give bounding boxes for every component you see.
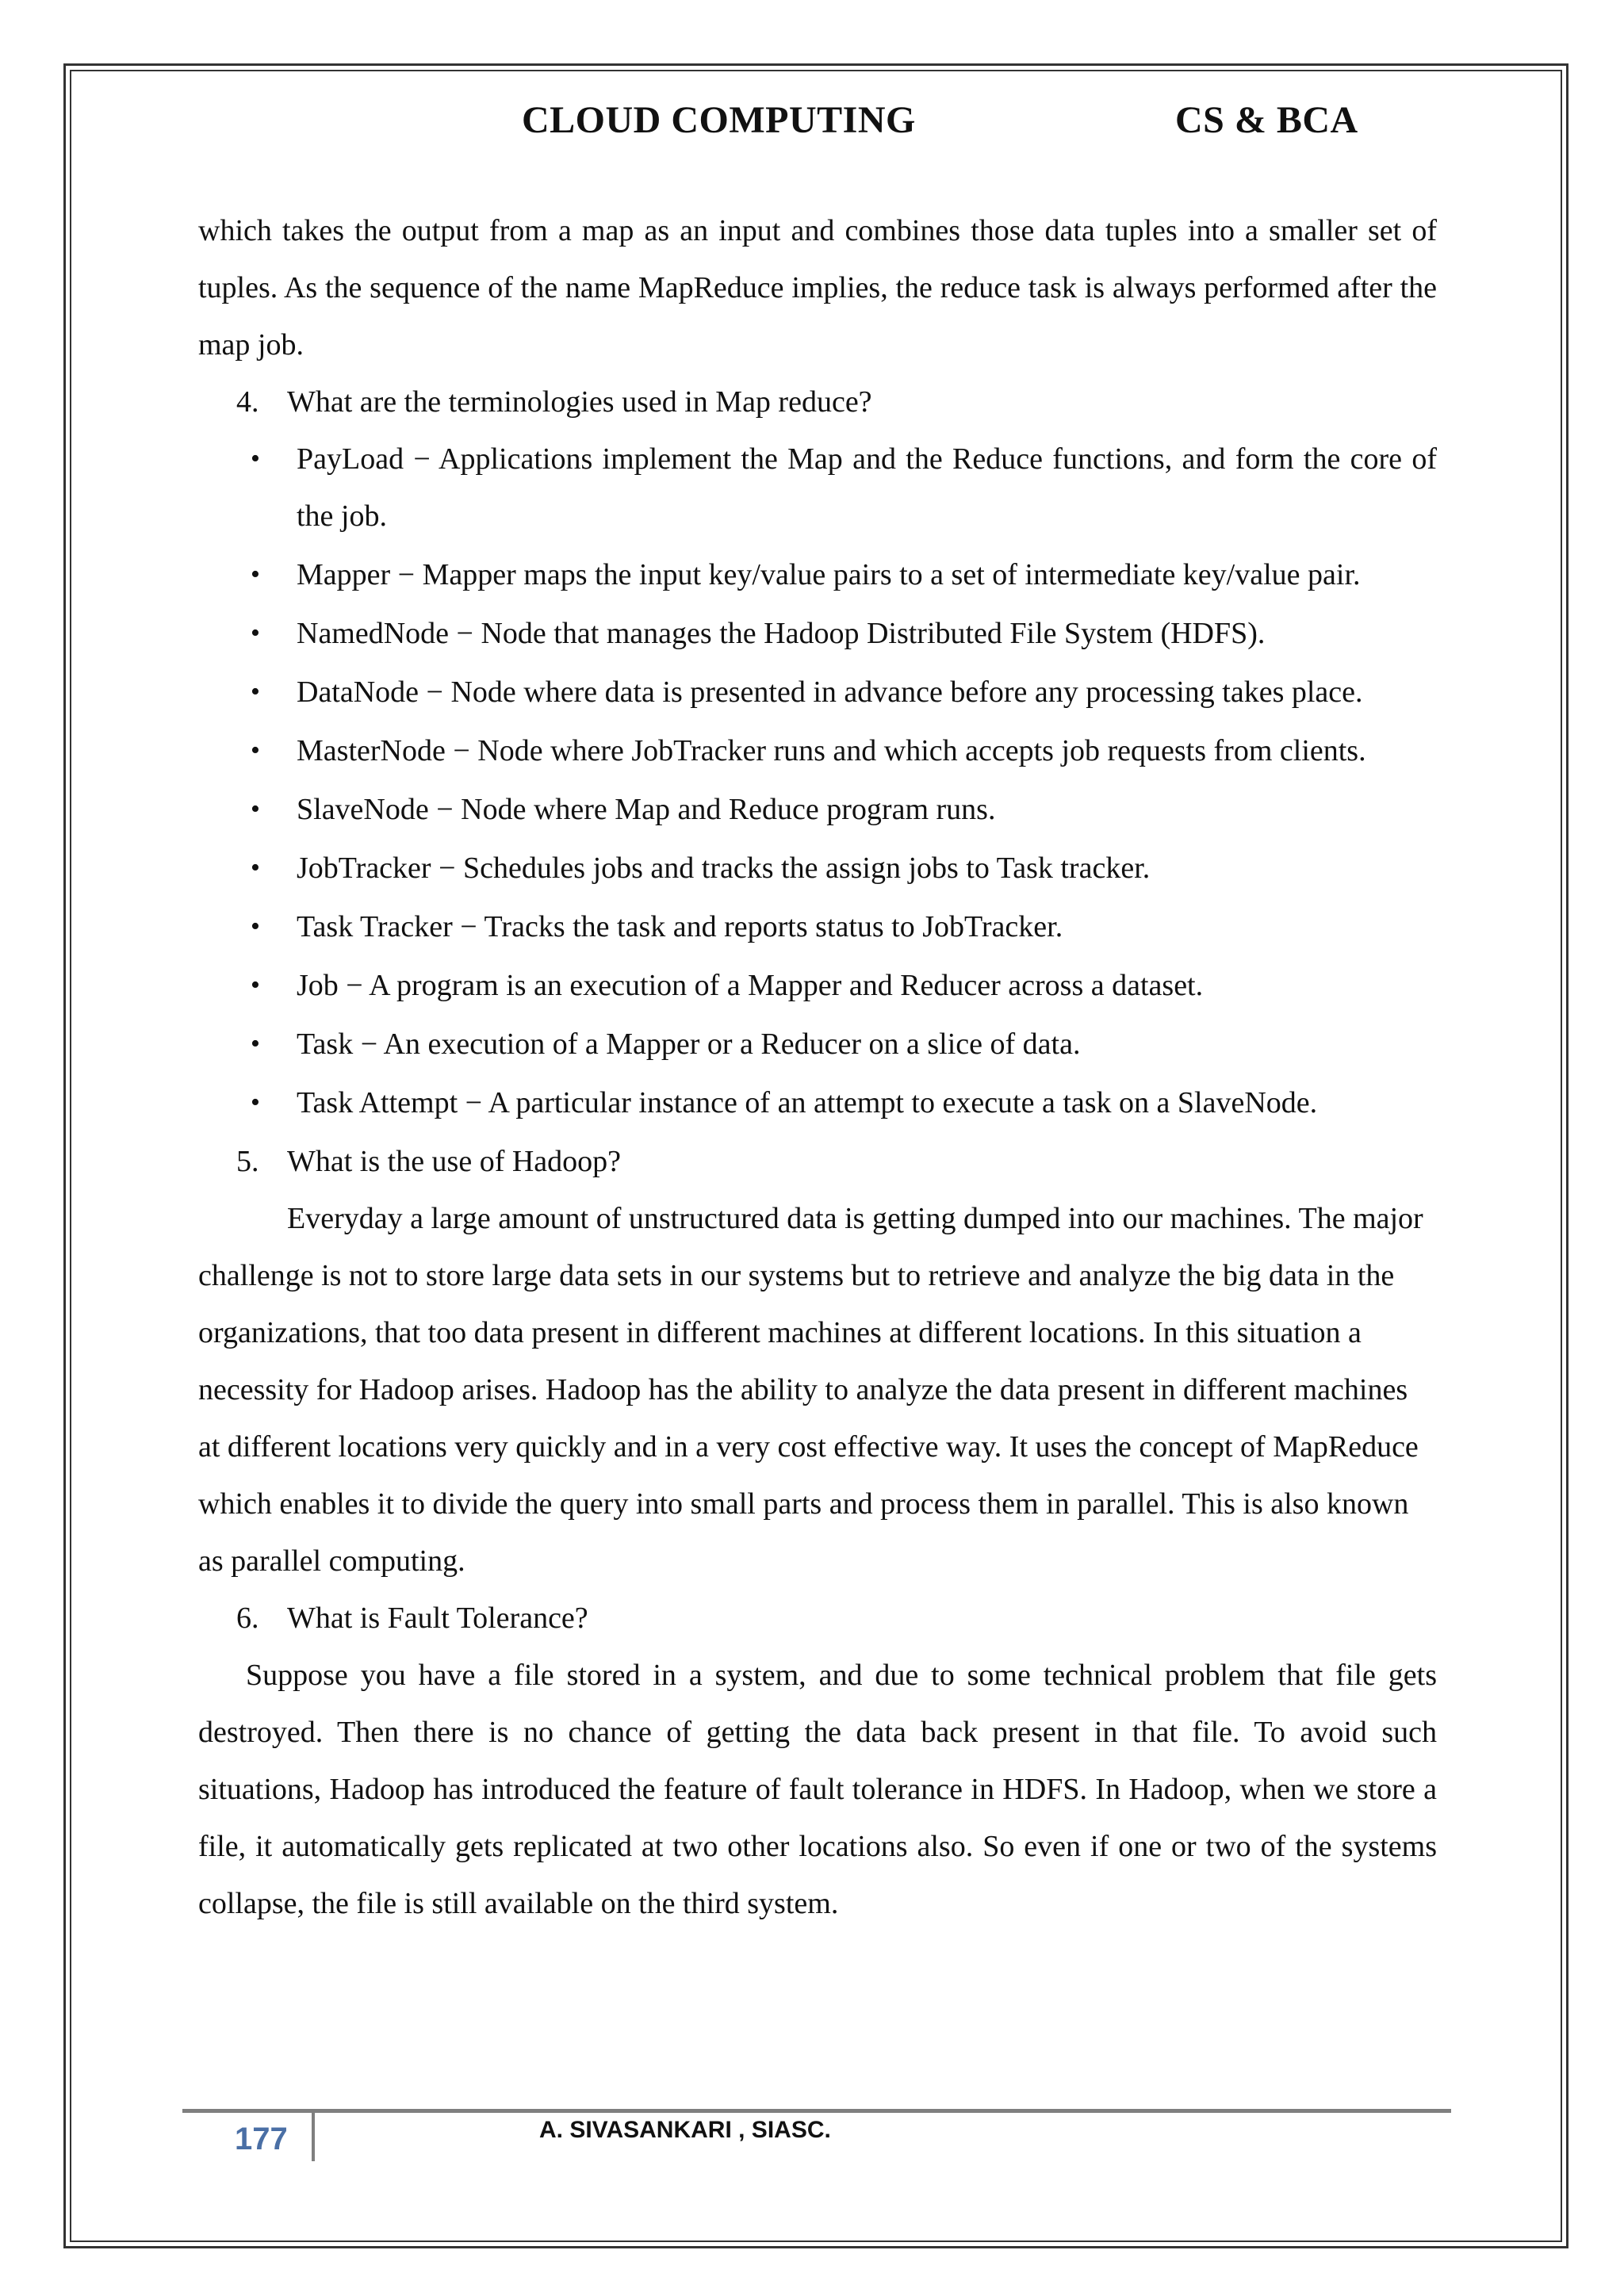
bullet-icon: • — [251, 1029, 260, 1058]
footer-page-separator — [312, 2112, 315, 2161]
question-4-number: 4. — [236, 385, 259, 419]
list-item — [198, 781, 1437, 838]
list-item-text: Task Attempt − A particular instance of an attempt to execute a task on a SlaveNode. — [297, 1086, 1318, 1119]
list-item-text: JobTracker − Schedules jobs and tracks the assign jobs to Task tracker. — [297, 851, 1151, 885]
bullet-icon: • — [251, 618, 260, 648]
list-item-text: SlaveNode − Node where Map and Reduce program runs. — [297, 793, 996, 826]
intro-paragraph: which takes the output from a map as an input and combines those data tuples into a smaller set of tuples. As the sequence of the name MapReduce implies, the reduce task is always performed after the map job. — [198, 214, 1437, 362]
bullet-icon: • — [251, 794, 260, 824]
question-6-number: 6. — [236, 1601, 259, 1635]
bullet-icon: • — [251, 677, 260, 706]
list-item-text: Task Tracker − Tracks the task and reports status to JobTracker. — [297, 910, 1063, 943]
list-item — [198, 898, 1437, 955]
question-5 — [198, 1133, 1437, 1190]
question-6-text: What is Fault Tolerance? — [287, 1601, 588, 1635]
list-item — [198, 957, 1437, 1014]
list-item — [198, 664, 1437, 721]
question-6 — [198, 1590, 1437, 1647]
terminology-list — [198, 430, 1437, 1131]
header-subject-title: CLOUD COMPUTING — [522, 99, 916, 141]
bullet-icon: • — [251, 912, 260, 941]
page-content — [198, 202, 1437, 1932]
bullet-icon: • — [251, 970, 260, 1000]
answer-5-paragraph: Everyday a large amount of unstructured data is getting dumped into our machines. The major challenge is not to store large data sets in our systems but to retrieve and analyze the big data in the organizations, that too data present in different machines at different locations. In this situation a necessity for Hadoop arises. Hadoop has the ability to analyze the data present in different machines at different locations very quickly and in a very cost effective way. It uses the concept of MapReduce which enables it to divide the query into small parts and process them in parallel. This is also known as parallel computing. — [198, 1202, 1423, 1578]
footer-divider — [182, 2109, 1451, 2113]
list-item — [198, 430, 1437, 545]
list-item-text: NamedNode − Node that manages the Hadoop Distributed File System (HDFS). — [297, 617, 1266, 650]
list-item — [198, 1074, 1437, 1131]
page-number: 177 — [235, 2122, 288, 2156]
list-item-text: Task − An execution of a Mapper or a Reducer on a slice of data. — [297, 1027, 1081, 1061]
bullet-icon: • — [251, 444, 260, 473]
question-4 — [198, 373, 1437, 430]
header-course-title: CS & BCA — [1175, 99, 1358, 141]
list-item-text: MasterNode − Node where JobTracker runs and which accepts job requests from clients. — [297, 734, 1366, 767]
bullet-icon: • — [251, 853, 260, 882]
list-item — [198, 840, 1437, 897]
question-5-number: 5. — [236, 1145, 259, 1178]
question-4-text: What are the terminologies used in Map reduce? — [287, 385, 872, 419]
list-item-text: Job − A program is an execution of a Mapper and Reducer across a dataset. — [297, 969, 1204, 1002]
answer-6-paragraph: Suppose you have a file stored in a system, and due to some technical problem that file gets destroyed. Then there is no chance of getting the data back present in that file. To avoid such situations, Hadoop has introduced the feature of fault tolerance in HDFS. In Hadoop, when we store a file, it automatically gets replicated at two other locations also. So even if one or two of the systems collapse, the file is still available on the third system. — [198, 1659, 1437, 1920]
list-item — [198, 1016, 1437, 1073]
list-item-text: PayLoad − Applications implement the Map and the Reduce functions, and form the core of the job. — [297, 442, 1437, 533]
list-item — [198, 546, 1437, 603]
list-item-text: DataNode − Node where data is presented in advance before any processing takes place. — [297, 675, 1363, 709]
list-item-text: Mapper − Mapper maps the input key/value pairs to a set of intermediate key/value pair. — [297, 558, 1361, 591]
question-5-text: What is the use of Hadoop? — [287, 1145, 622, 1178]
bullet-icon: • — [251, 1088, 260, 1117]
list-item — [198, 605, 1437, 662]
footer-author: A. SIVASANKARI , SIASC. — [539, 2117, 831, 2143]
bullet-icon: • — [251, 736, 260, 765]
bullet-icon: • — [251, 560, 260, 589]
list-item — [198, 722, 1437, 779]
